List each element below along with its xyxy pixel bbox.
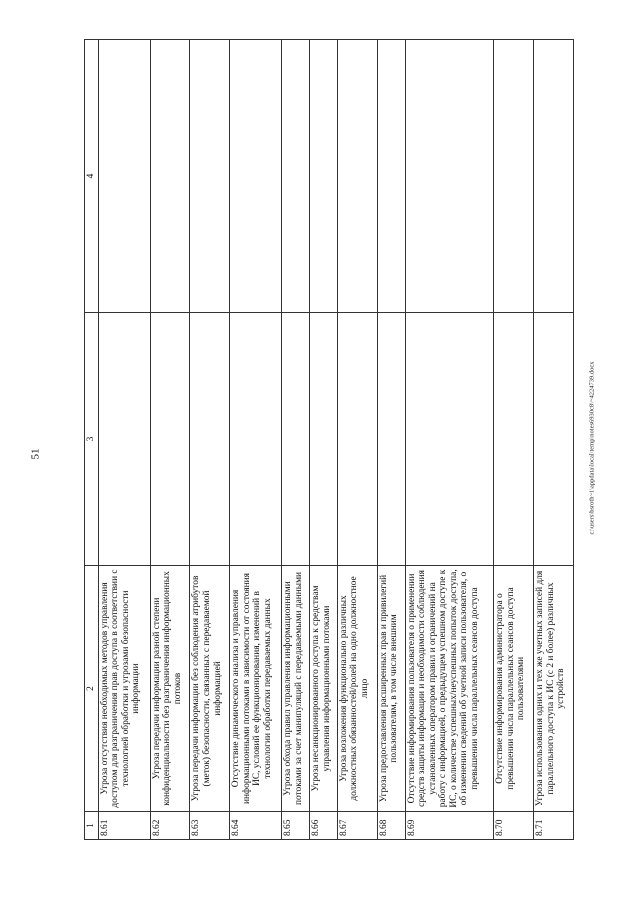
threat-description: Угроза возложения функционально различных должностных обязанностей/ролей на одно должностное лицо <box>337 566 377 812</box>
threat-description: Угроза отсутствия необходимых методов управления доступом для разграничения прав доступа в соответствии с технологией обработки и угрозами безопасности информации <box>98 566 150 812</box>
row-number: 8.69 <box>405 812 494 840</box>
threats-table <box>84 39 574 840</box>
row-number: 8.70 <box>494 812 534 840</box>
threat-description: Отсутствие динамического анализа и управления информационными потоками в зависимости от состояния ИС, условий ее функционирования, изменений в технологии обработки передаваемых данных <box>230 566 282 812</box>
row-number: 8.61 <box>98 812 150 840</box>
column-header-2: 2 <box>85 566 99 812</box>
cell-col4 <box>190 40 230 313</box>
table-row <box>405 40 494 840</box>
row-number: 8.68 <box>377 812 405 840</box>
table-header-row <box>85 40 99 840</box>
table-row <box>337 40 377 840</box>
cell-col3 <box>150 313 190 566</box>
threat-description: Угроза передачи информации разной степени конфиденциальности без разграничения информационных потоков <box>150 566 190 812</box>
cell-col4 <box>310 40 338 313</box>
cell-col3 <box>534 313 574 566</box>
cell-col3 <box>494 313 534 566</box>
cell-col3 <box>405 313 494 566</box>
table-row <box>150 40 190 840</box>
column-header-1: 1 <box>85 812 99 840</box>
table-row <box>534 40 574 840</box>
column-header-3: 3 <box>85 313 99 566</box>
table-row <box>190 40 230 840</box>
cell-col4 <box>377 40 405 313</box>
row-number: 8.67 <box>337 812 377 840</box>
table-row <box>98 40 150 840</box>
threat-description: Угроза обхода правил управления информационными потоками за счет манипуляций с передаваемыми данными <box>282 566 310 812</box>
row-number: 8.71 <box>534 812 574 840</box>
threats-table-wrapper <box>84 40 574 840</box>
cell-col4 <box>282 40 310 313</box>
table-row <box>230 40 282 840</box>
cell-col3 <box>98 313 150 566</box>
cell-col4 <box>230 40 282 313</box>
cell-col3 <box>377 313 405 566</box>
footer-file-path: c:\users\bsroth~1\appdata\local\temp\notes6930c8\~4224739.docx <box>588 361 596 535</box>
threat-description: Угроза использования одних и тех же учетных записей для параллельного доступа к ИС (с 2 и более) различных устройств <box>534 566 574 812</box>
row-number: 8.65 <box>282 812 310 840</box>
table-row <box>494 40 534 840</box>
threat-description: Отсутствие информирования пользователя о применении средств защиты информации и необходимости соблюдения установленных оператором правил и ограничений на работу с информацией, о предыдущем успешном доступе к ИС, о количестве успешных/неуспешных попыток доступа, об изменении сведений об учетной записи пользователя, о превышении числа параллельных сеансов доступа <box>405 566 494 812</box>
cell-col3 <box>190 313 230 566</box>
cell-col4 <box>405 40 494 313</box>
page-number: 51 <box>29 448 42 460</box>
cell-col4 <box>98 40 150 313</box>
cell-col3 <box>310 313 338 566</box>
cell-col3 <box>337 313 377 566</box>
table-row <box>282 40 310 840</box>
cell-col4 <box>494 40 534 313</box>
cell-col4 <box>337 40 377 313</box>
table-row <box>377 40 405 840</box>
cell-col4 <box>534 40 574 313</box>
cell-col3 <box>230 313 282 566</box>
row-number: 8.64 <box>230 812 282 840</box>
column-header-4: 4 <box>85 40 99 313</box>
row-number: 8.62 <box>150 812 190 840</box>
row-number: 8.63 <box>190 812 230 840</box>
threat-description: Угроза передачи информации без соблюдения атрибутов (меток) безопасности, связанных с передаваемой информацией <box>190 566 230 812</box>
row-number: 8.66 <box>310 812 338 840</box>
threat-description: Угроза несанкционированного доступа к средствам управления информационными потоками <box>310 566 338 812</box>
table-row <box>310 40 338 840</box>
cell-col3 <box>282 313 310 566</box>
threat-description: Отсутствие информирования администратора о превышении числа параллельных сеансов доступа пользователями <box>494 566 534 812</box>
cell-col4 <box>150 40 190 313</box>
threat-description: Угроза предоставления расширенных прав и привилегий пользователям, в том числе внешним <box>377 566 405 812</box>
